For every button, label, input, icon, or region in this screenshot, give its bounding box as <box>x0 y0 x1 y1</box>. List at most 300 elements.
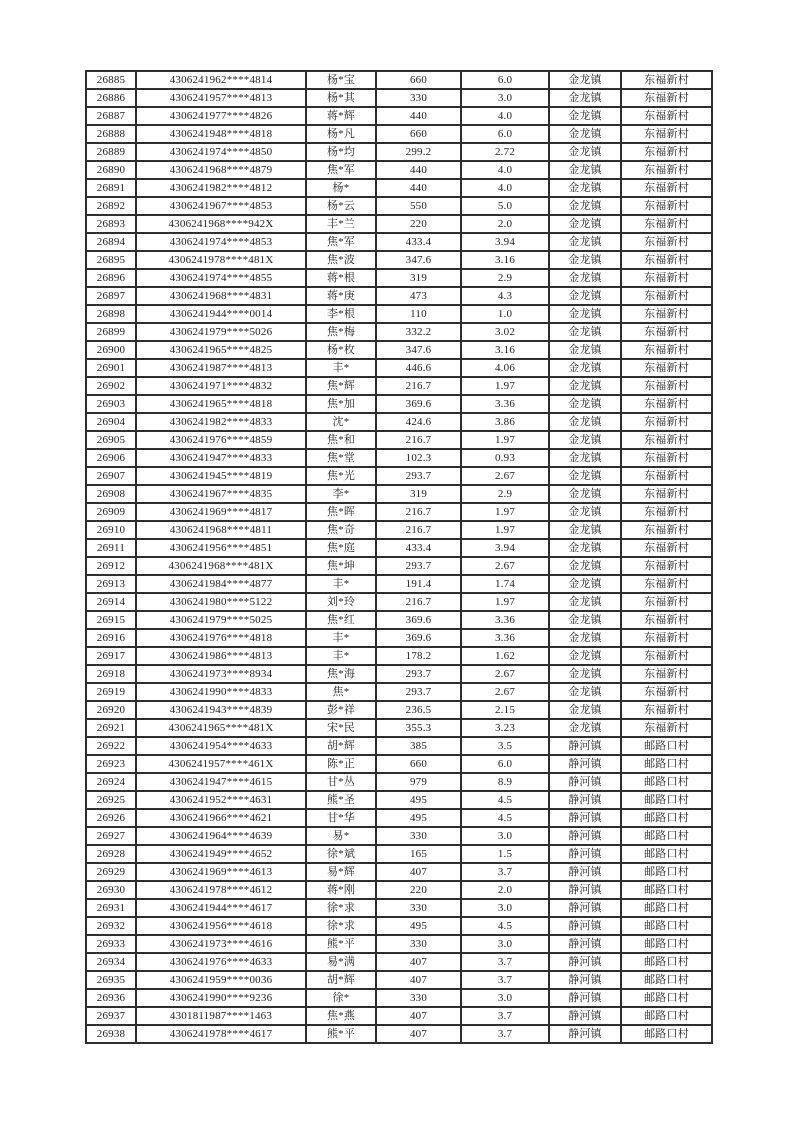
cell-name: 蒋*根 <box>306 269 376 287</box>
cell-village: 东福新村 <box>621 539 712 557</box>
cell-sequence: 26931 <box>86 899 136 917</box>
cell-town: 金龙镇 <box>549 251 621 269</box>
cell-name: 丰* <box>306 647 376 665</box>
cell-town: 金龙镇 <box>549 647 621 665</box>
cell-village: 东福新村 <box>621 431 712 449</box>
cell-id-number: 4306241956****4851 <box>136 539 306 557</box>
cell-name: 熊*平 <box>306 1025 376 1043</box>
cell-name: 焦*燕 <box>306 1007 376 1025</box>
table-row <box>86 1025 712 1043</box>
cell-village: 东福新村 <box>621 161 712 179</box>
cell-value-1: 495 <box>376 791 461 809</box>
cell-sequence: 26917 <box>86 647 136 665</box>
cell-value-2: 1.97 <box>461 377 549 395</box>
cell-village: 东福新村 <box>621 197 712 215</box>
cell-value-2: 3.02 <box>461 323 549 341</box>
cell-name: 杨* <box>306 179 376 197</box>
table-row <box>86 899 712 917</box>
cell-sequence: 26934 <box>86 953 136 971</box>
cell-name: 焦*军 <box>306 233 376 251</box>
cell-sequence: 26890 <box>86 161 136 179</box>
table-row <box>86 629 712 647</box>
cell-value-1: 216.7 <box>376 521 461 539</box>
cell-value-1: 369.6 <box>376 611 461 629</box>
cell-id-number: 4306241969****4613 <box>136 863 306 881</box>
cell-name: 徐* <box>306 989 376 1007</box>
cell-value-1: 424.6 <box>376 413 461 431</box>
cell-id-number: 4306241984****4877 <box>136 575 306 593</box>
cell-village: 邮路口村 <box>621 971 712 989</box>
cell-village: 东福新村 <box>621 233 712 251</box>
cell-name: 蒋*庚 <box>306 287 376 305</box>
cell-id-number: 4306241947****4833 <box>136 449 306 467</box>
cell-value-1: 319 <box>376 485 461 503</box>
cell-town: 静河镇 <box>549 1025 621 1043</box>
table-row <box>86 359 712 377</box>
cell-value-2: 4.0 <box>461 179 549 197</box>
cell-value-2: 3.94 <box>461 233 549 251</box>
cell-sequence: 26911 <box>86 539 136 557</box>
table-row <box>86 449 712 467</box>
cell-town: 静河镇 <box>549 863 621 881</box>
cell-id-number: 4306241974****4850 <box>136 143 306 161</box>
cell-id-number: 4306241968****4831 <box>136 287 306 305</box>
cell-id-number: 4306241973****4616 <box>136 935 306 953</box>
cell-name: 甘*华 <box>306 809 376 827</box>
cell-value-1: 369.6 <box>376 395 461 413</box>
table-row <box>86 503 712 521</box>
cell-value-1: 407 <box>376 971 461 989</box>
cell-value-1: 385 <box>376 737 461 755</box>
cell-name: 焦*辉 <box>306 377 376 395</box>
cell-town: 金龙镇 <box>549 395 621 413</box>
cell-village: 邮路口村 <box>621 953 712 971</box>
cell-value-1: 293.7 <box>376 557 461 575</box>
cell-value-2: 6.0 <box>461 755 549 773</box>
cell-id-number: 4306241944****0014 <box>136 305 306 323</box>
cell-sequence: 26910 <box>86 521 136 539</box>
cell-town: 金龙镇 <box>549 665 621 683</box>
table-row <box>86 665 712 683</box>
cell-sequence: 26905 <box>86 431 136 449</box>
table-row <box>86 377 712 395</box>
cell-value-1: 660 <box>376 125 461 143</box>
cell-name: 徐*斌 <box>306 845 376 863</box>
cell-sequence: 26902 <box>86 377 136 395</box>
cell-village: 东福新村 <box>621 215 712 233</box>
table-row <box>86 413 712 431</box>
cell-village: 东福新村 <box>621 179 712 197</box>
cell-name: 甘*丛 <box>306 773 376 791</box>
cell-village: 东福新村 <box>621 575 712 593</box>
cell-value-2: 4.0 <box>461 107 549 125</box>
cell-town: 静河镇 <box>549 953 621 971</box>
cell-id-number: 4306241962****4814 <box>136 71 306 89</box>
table-row <box>86 467 712 485</box>
cell-value-1: 330 <box>376 827 461 845</box>
cell-id-number: 4306241978****481X <box>136 251 306 269</box>
cell-id-number: 4306241965****4818 <box>136 395 306 413</box>
cell-name: 杨*宝 <box>306 71 376 89</box>
table-row <box>86 935 712 953</box>
cell-value-1: 330 <box>376 935 461 953</box>
cell-name: 李* <box>306 485 376 503</box>
cell-village: 邮路口村 <box>621 845 712 863</box>
cell-town: 金龙镇 <box>549 107 621 125</box>
table-row <box>86 107 712 125</box>
cell-value-1: 440 <box>376 179 461 197</box>
cell-sequence: 26927 <box>86 827 136 845</box>
cell-value-2: 3.5 <box>461 737 549 755</box>
cell-name: 丰* <box>306 359 376 377</box>
cell-sequence: 26929 <box>86 863 136 881</box>
cell-id-number: 4306241969****4817 <box>136 503 306 521</box>
cell-value-1: 660 <box>376 71 461 89</box>
cell-village: 东福新村 <box>621 107 712 125</box>
cell-village: 邮路口村 <box>621 1007 712 1025</box>
cell-value-2: 3.0 <box>461 89 549 107</box>
cell-id-number: 4306241968****481X <box>136 557 306 575</box>
cell-town: 静河镇 <box>549 971 621 989</box>
cell-id-number: 4306241982****4833 <box>136 413 306 431</box>
cell-id-number: 4306241987****4813 <box>136 359 306 377</box>
cell-id-number: 4306241966****4621 <box>136 809 306 827</box>
cell-town: 静河镇 <box>549 845 621 863</box>
cell-name: 易*辉 <box>306 863 376 881</box>
cell-id-number: 4306241976****4818 <box>136 629 306 647</box>
cell-name: 丰* <box>306 575 376 593</box>
cell-village: 东福新村 <box>621 629 712 647</box>
cell-name: 焦*梅 <box>306 323 376 341</box>
cell-value-2: 3.0 <box>461 827 549 845</box>
cell-value-1: 330 <box>376 989 461 1007</box>
table-row <box>86 755 712 773</box>
cell-id-number: 4306241990****4833 <box>136 683 306 701</box>
cell-village: 邮路口村 <box>621 737 712 755</box>
cell-value-2: 4.5 <box>461 791 549 809</box>
cell-sequence: 26904 <box>86 413 136 431</box>
cell-id-number: 4306241976****4633 <box>136 953 306 971</box>
cell-village: 东福新村 <box>621 341 712 359</box>
cell-value-2: 3.7 <box>461 1007 549 1025</box>
table-row <box>86 809 712 827</box>
cell-value-1: 355.3 <box>376 719 461 737</box>
cell-value-1: 347.6 <box>376 251 461 269</box>
cell-sequence: 26903 <box>86 395 136 413</box>
cell-id-number: 4306241968****4879 <box>136 161 306 179</box>
table-row <box>86 683 712 701</box>
cell-id-number: 4306241974****4853 <box>136 233 306 251</box>
cell-town: 金龙镇 <box>549 179 621 197</box>
cell-name: 焦*海 <box>306 665 376 683</box>
cell-town: 金龙镇 <box>549 197 621 215</box>
table-row <box>86 611 712 629</box>
table-row <box>86 179 712 197</box>
table-row <box>86 863 712 881</box>
cell-town: 金龙镇 <box>549 341 621 359</box>
cell-id-number: 4301811987****1463 <box>136 1007 306 1025</box>
cell-name: 蒋*辉 <box>306 107 376 125</box>
cell-town: 金龙镇 <box>549 521 621 539</box>
cell-town: 金龙镇 <box>549 539 621 557</box>
table-row <box>86 305 712 323</box>
cell-village: 邮路口村 <box>621 755 712 773</box>
cell-sequence: 26892 <box>86 197 136 215</box>
cell-value-2: 2.67 <box>461 665 549 683</box>
table-row <box>86 143 712 161</box>
table-row <box>86 827 712 845</box>
cell-name: 徐*求 <box>306 899 376 917</box>
table-row <box>86 521 712 539</box>
cell-village: 东福新村 <box>621 593 712 611</box>
cell-village: 东福新村 <box>621 557 712 575</box>
cell-village: 邮路口村 <box>621 935 712 953</box>
cell-id-number: 4306241973****8934 <box>136 665 306 683</box>
cell-sequence: 26915 <box>86 611 136 629</box>
cell-village: 东福新村 <box>621 395 712 413</box>
cell-sequence: 26901 <box>86 359 136 377</box>
cell-id-number: 4306241971****4832 <box>136 377 306 395</box>
cell-value-2: 3.7 <box>461 971 549 989</box>
cell-name: 丰* <box>306 629 376 647</box>
cell-sequence: 26926 <box>86 809 136 827</box>
cell-name: 宋*民 <box>306 719 376 737</box>
cell-id-number: 4306241978****4617 <box>136 1025 306 1043</box>
cell-village: 东福新村 <box>621 665 712 683</box>
cell-sequence: 26899 <box>86 323 136 341</box>
cell-value-1: 347.6 <box>376 341 461 359</box>
cell-town: 金龙镇 <box>549 323 621 341</box>
cell-id-number: 4306241945****4819 <box>136 467 306 485</box>
cell-id-number: 4306241959****0036 <box>136 971 306 989</box>
cell-village: 东福新村 <box>621 611 712 629</box>
table-row <box>86 197 712 215</box>
cell-value-1: 407 <box>376 863 461 881</box>
table-row <box>86 395 712 413</box>
cell-town: 静河镇 <box>549 773 621 791</box>
cell-town: 金龙镇 <box>549 575 621 593</box>
cell-value-2: 3.36 <box>461 611 549 629</box>
cell-sequence: 26886 <box>86 89 136 107</box>
cell-town: 静河镇 <box>549 755 621 773</box>
cell-town: 金龙镇 <box>549 449 621 467</box>
cell-sequence: 26932 <box>86 917 136 935</box>
cell-village: 邮路口村 <box>621 899 712 917</box>
cell-value-2: 1.74 <box>461 575 549 593</box>
cell-value-1: 110 <box>376 305 461 323</box>
cell-town: 静河镇 <box>549 935 621 953</box>
table-row <box>86 431 712 449</box>
cell-town: 金龙镇 <box>549 683 621 701</box>
cell-value-2: 6.0 <box>461 125 549 143</box>
cell-village: 东福新村 <box>621 251 712 269</box>
table-row <box>86 89 712 107</box>
cell-name: 杨*均 <box>306 143 376 161</box>
cell-name: 焦*红 <box>306 611 376 629</box>
cell-value-2: 4.3 <box>461 287 549 305</box>
cell-id-number: 4306241964****4639 <box>136 827 306 845</box>
cell-village: 东福新村 <box>621 503 712 521</box>
cell-value-2: 3.7 <box>461 1025 549 1043</box>
cell-value-1: 660 <box>376 755 461 773</box>
cell-value-1: 473 <box>376 287 461 305</box>
cell-value-1: 299.2 <box>376 143 461 161</box>
cell-sequence: 26894 <box>86 233 136 251</box>
cell-id-number: 4306241956****4618 <box>136 917 306 935</box>
cell-value-1: 433.4 <box>376 233 461 251</box>
cell-value-2: 3.94 <box>461 539 549 557</box>
cell-value-2: 3.36 <box>461 629 549 647</box>
cell-town: 金龙镇 <box>549 269 621 287</box>
cell-id-number: 4306241979****5026 <box>136 323 306 341</box>
table-row <box>86 161 712 179</box>
cell-id-number: 4306241949****4652 <box>136 845 306 863</box>
cell-value-2: 2.72 <box>461 143 549 161</box>
cell-value-1: 216.7 <box>376 431 461 449</box>
cell-id-number: 4306241986****4813 <box>136 647 306 665</box>
cell-value-1: 495 <box>376 917 461 935</box>
cell-village: 东福新村 <box>621 287 712 305</box>
cell-town: 金龙镇 <box>549 413 621 431</box>
cell-value-1: 216.7 <box>376 593 461 611</box>
cell-name: 丰*兰 <box>306 215 376 233</box>
cell-value-2: 3.16 <box>461 251 549 269</box>
cell-sequence: 26925 <box>86 791 136 809</box>
cell-village: 东福新村 <box>621 485 712 503</box>
cell-village: 东福新村 <box>621 521 712 539</box>
cell-value-2: 3.23 <box>461 719 549 737</box>
cell-id-number: 4306241965****4825 <box>136 341 306 359</box>
cell-sequence: 26893 <box>86 215 136 233</box>
cell-name: 易*满 <box>306 953 376 971</box>
cell-value-2: 6.0 <box>461 71 549 89</box>
roster-table <box>85 70 713 1044</box>
cell-town: 静河镇 <box>549 989 621 1007</box>
cell-village: 东福新村 <box>621 323 712 341</box>
cell-sequence: 26895 <box>86 251 136 269</box>
cell-value-2: 1.97 <box>461 431 549 449</box>
cell-name: 熊*圣 <box>306 791 376 809</box>
cell-town: 金龙镇 <box>549 503 621 521</box>
cell-name: 胡*辉 <box>306 971 376 989</box>
cell-value-2: 1.97 <box>461 521 549 539</box>
cell-name: 李*根 <box>306 305 376 323</box>
cell-sequence: 26937 <box>86 1007 136 1025</box>
cell-town: 金龙镇 <box>549 701 621 719</box>
table-row <box>86 251 712 269</box>
table-row <box>86 701 712 719</box>
cell-id-number: 4306241982****4812 <box>136 179 306 197</box>
cell-value-1: 216.7 <box>376 503 461 521</box>
cell-value-1: 440 <box>376 161 461 179</box>
cell-sequence: 26888 <box>86 125 136 143</box>
cell-sequence: 26909 <box>86 503 136 521</box>
cell-name: 陈*正 <box>306 755 376 773</box>
cell-town: 金龙镇 <box>549 125 621 143</box>
cell-name: 焦*晖 <box>306 503 376 521</box>
table-row <box>86 125 712 143</box>
cell-town: 金龙镇 <box>549 611 621 629</box>
cell-name: 焦*加 <box>306 395 376 413</box>
cell-village: 东福新村 <box>621 377 712 395</box>
cell-town: 静河镇 <box>549 791 621 809</box>
cell-town: 金龙镇 <box>549 143 621 161</box>
cell-id-number: 4306241980****5122 <box>136 593 306 611</box>
cell-name: 焦*坤 <box>306 557 376 575</box>
cell-id-number: 4306241965****481X <box>136 719 306 737</box>
cell-id-number: 4306241967****4835 <box>136 485 306 503</box>
cell-value-1: 236.5 <box>376 701 461 719</box>
cell-village: 东福新村 <box>621 269 712 287</box>
cell-town: 金龙镇 <box>549 593 621 611</box>
cell-value-1: 369.6 <box>376 629 461 647</box>
cell-name: 焦*庭 <box>306 539 376 557</box>
cell-village: 东福新村 <box>621 125 712 143</box>
cell-name: 熊*平 <box>306 935 376 953</box>
cell-sequence: 26928 <box>86 845 136 863</box>
cell-village: 邮路口村 <box>621 881 712 899</box>
cell-town: 静河镇 <box>549 827 621 845</box>
cell-sequence: 26896 <box>86 269 136 287</box>
cell-id-number: 4306241979****5025 <box>136 611 306 629</box>
cell-value-2: 2.67 <box>461 557 549 575</box>
cell-value-1: 495 <box>376 809 461 827</box>
cell-value-2: 8.9 <box>461 773 549 791</box>
cell-name: 焦* <box>306 683 376 701</box>
cell-town: 金龙镇 <box>549 629 621 647</box>
table-row <box>86 1007 712 1025</box>
cell-sequence: 26930 <box>86 881 136 899</box>
cell-village: 东福新村 <box>621 89 712 107</box>
cell-sequence: 26923 <box>86 755 136 773</box>
cell-name: 沈* <box>306 413 376 431</box>
cell-value-1: 446.6 <box>376 359 461 377</box>
cell-value-1: 293.7 <box>376 683 461 701</box>
cell-value-2: 2.0 <box>461 215 549 233</box>
table-row <box>86 287 712 305</box>
cell-value-2: 3.0 <box>461 935 549 953</box>
table-row <box>86 341 712 359</box>
cell-value-2: 3.7 <box>461 953 549 971</box>
cell-village: 东福新村 <box>621 683 712 701</box>
cell-sequence: 26933 <box>86 935 136 953</box>
cell-sequence: 26921 <box>86 719 136 737</box>
cell-value-1: 433.4 <box>376 539 461 557</box>
cell-town: 金龙镇 <box>549 215 621 233</box>
cell-village: 邮路口村 <box>621 1025 712 1043</box>
cell-town: 金龙镇 <box>549 305 621 323</box>
cell-village: 邮路口村 <box>621 863 712 881</box>
cell-town: 静河镇 <box>549 881 621 899</box>
cell-value-1: 102.3 <box>376 449 461 467</box>
cell-value-1: 178.2 <box>376 647 461 665</box>
cell-village: 邮路口村 <box>621 917 712 935</box>
cell-sequence: 26907 <box>86 467 136 485</box>
cell-id-number: 4306241967****4853 <box>136 197 306 215</box>
cell-village: 东福新村 <box>621 647 712 665</box>
cell-sequence: 26919 <box>86 683 136 701</box>
cell-town: 静河镇 <box>549 1007 621 1025</box>
cell-value-2: 1.97 <box>461 503 549 521</box>
cell-town: 金龙镇 <box>549 359 621 377</box>
cell-id-number: 4306241978****4612 <box>136 881 306 899</box>
cell-id-number: 4306241957****461X <box>136 755 306 773</box>
cell-sequence: 26936 <box>86 989 136 1007</box>
cell-value-2: 3.0 <box>461 899 549 917</box>
cell-id-number: 4306241976****4859 <box>136 431 306 449</box>
cell-value-1: 407 <box>376 1025 461 1043</box>
table-row <box>86 539 712 557</box>
